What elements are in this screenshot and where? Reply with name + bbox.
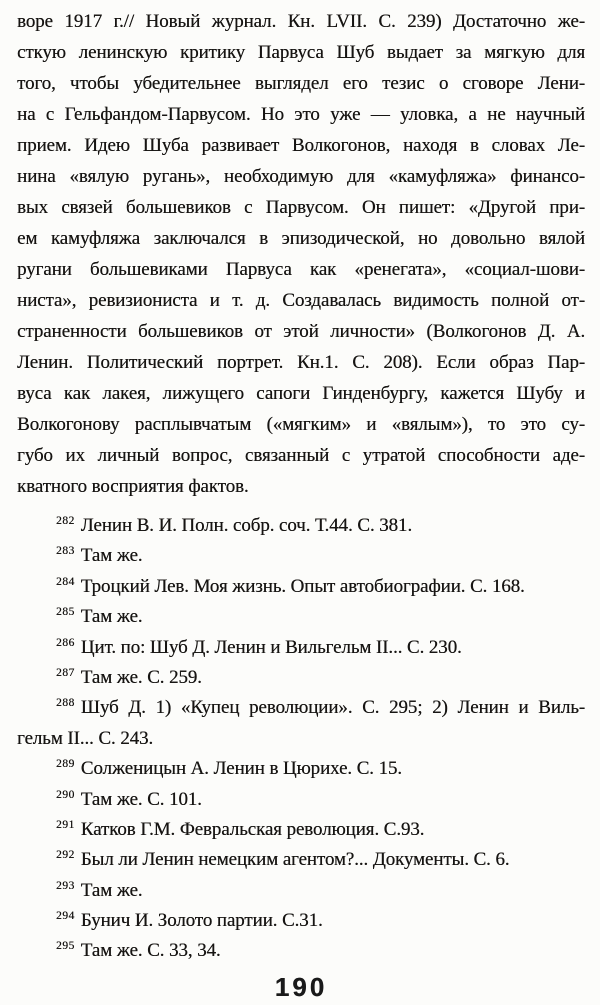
footnote [17,572,585,602]
footnote [17,936,585,966]
footnote [17,785,585,815]
body-text-line: вуса как лакея, лижущего сапоги Гинденбургу, кажется Шубу и [17,383,585,404]
body-text-line: на с Гельфандом-Парвусом. Но это уже — уловка, а не научный [17,104,585,125]
footnote-text: Катков Г.М. Февральская революция. С.93. [80,818,425,840]
footnote-text: Был ли Ленин немецким агентом?... Документы. С. 6. [80,849,510,871]
footnotes-section [17,511,585,967]
body-text-line: Ленин. Политический портрет. Кн.1. С. 208). Если образ Пар- [17,352,585,373]
page-number: 190 [274,971,328,1002]
body-text-line: губо их личный вопрос, связанный с утратой способности аде- [17,445,585,466]
footnote [17,541,585,571]
footnote-marker: 291 [56,818,75,831]
body-text-line: кватного восприятия фактов. [17,476,249,497]
footnote-marker: 286 [56,636,75,649]
body-text-line: нина «вялую ругань», необходимую для «камуфляжа» финансо- [17,166,585,187]
body-text-line: вых связей большевиков с Парвусом. Он пишет: «Другой при- [17,197,585,218]
footnote [17,511,585,541]
footnote-marker: 293 [56,879,75,892]
footnote-text: Там же. [80,545,143,567]
footnote-text: Там же. [80,879,143,901]
footnote-marker: 288 [56,697,75,710]
main-paragraph [17,6,585,502]
footnote-text: Цит. по: Шуб Д. Ленин и Вильгельм II... С. 230. [80,636,462,658]
body-text-line: того, чтобы убедительнее выглядел его тезис о сговоре Лени- [17,73,585,94]
footnote-marker: 284 [56,575,75,588]
footnote-marker: 285 [56,606,75,619]
footnote-marker: 283 [56,545,75,558]
body-text-line: ем камуфляжа заключался в эпизодической, но довольно вялой [17,228,585,249]
footnote-text: Ленин В. И. Полн. собр. соч. Т.44. С. 381. [80,515,412,536]
footnote-text: Там же. С. 33, 34. [80,940,221,962]
footnote [17,663,585,693]
footnote [17,876,585,906]
body-text-line: воре 1917 г.// Новый журнал. Кн. LVII. С. 239) Достаточно же- [17,11,585,32]
footnote-marker: 282 [56,515,75,527]
footnote-text: Там же. [80,606,143,628]
footnote-marker: 292 [56,849,75,862]
footnote-marker: 289 [56,758,75,771]
footnote [17,754,585,784]
body-text-line: ругани большевиками Парвуса как «ренегата», «социал-шови- [17,259,585,280]
footnote-marker: 287 [56,666,75,679]
footnote-text: Шуб Д. 1) «Купец революции». С. 295; 2) Ленин и Виль- [80,697,585,719]
body-text-line: прием. Идею Шуба развивает Волкогонов, находя в словах Ле- [17,135,585,156]
footnote-text: Бунич И. Золото партии. С.31. [80,910,323,932]
footnote [17,906,585,936]
body-text-line: Волкогонову расплывчатым («мягким» и «вялым»), то это су- [17,414,585,435]
body-text-line: сткую ленинскую критику Парвуса Шуб выдает за мягкую для [17,42,585,63]
footnote [17,693,585,723]
footnote-text: Солженицын А. Ленин в Цюрихе. С. 15. [80,758,402,780]
footnote-marker: 295 [56,940,75,953]
footnote-text: Там же. С. 101. [80,788,202,810]
footnote-marker: 290 [56,788,75,801]
footnote [17,633,585,663]
footnote-text: Троцкий Лев. Моя жизнь. Опыт автобиографии. С. 168. [80,575,525,597]
body-text-line: ниста», ревизиониста и т. д. Создавалась видимость полной от- [17,290,585,311]
footnote-text: гельм II... С. 243. [17,727,154,749]
footnote [17,845,585,875]
footnote-text: Там же. С. 259. [80,666,202,688]
body-text-line: страненности большевиков от этой личности» (Волкогонов Д. А. [17,321,585,342]
footnote-continuation [17,724,585,754]
footnote [17,602,585,632]
footnote [17,815,585,845]
footnote-marker: 294 [56,910,75,923]
